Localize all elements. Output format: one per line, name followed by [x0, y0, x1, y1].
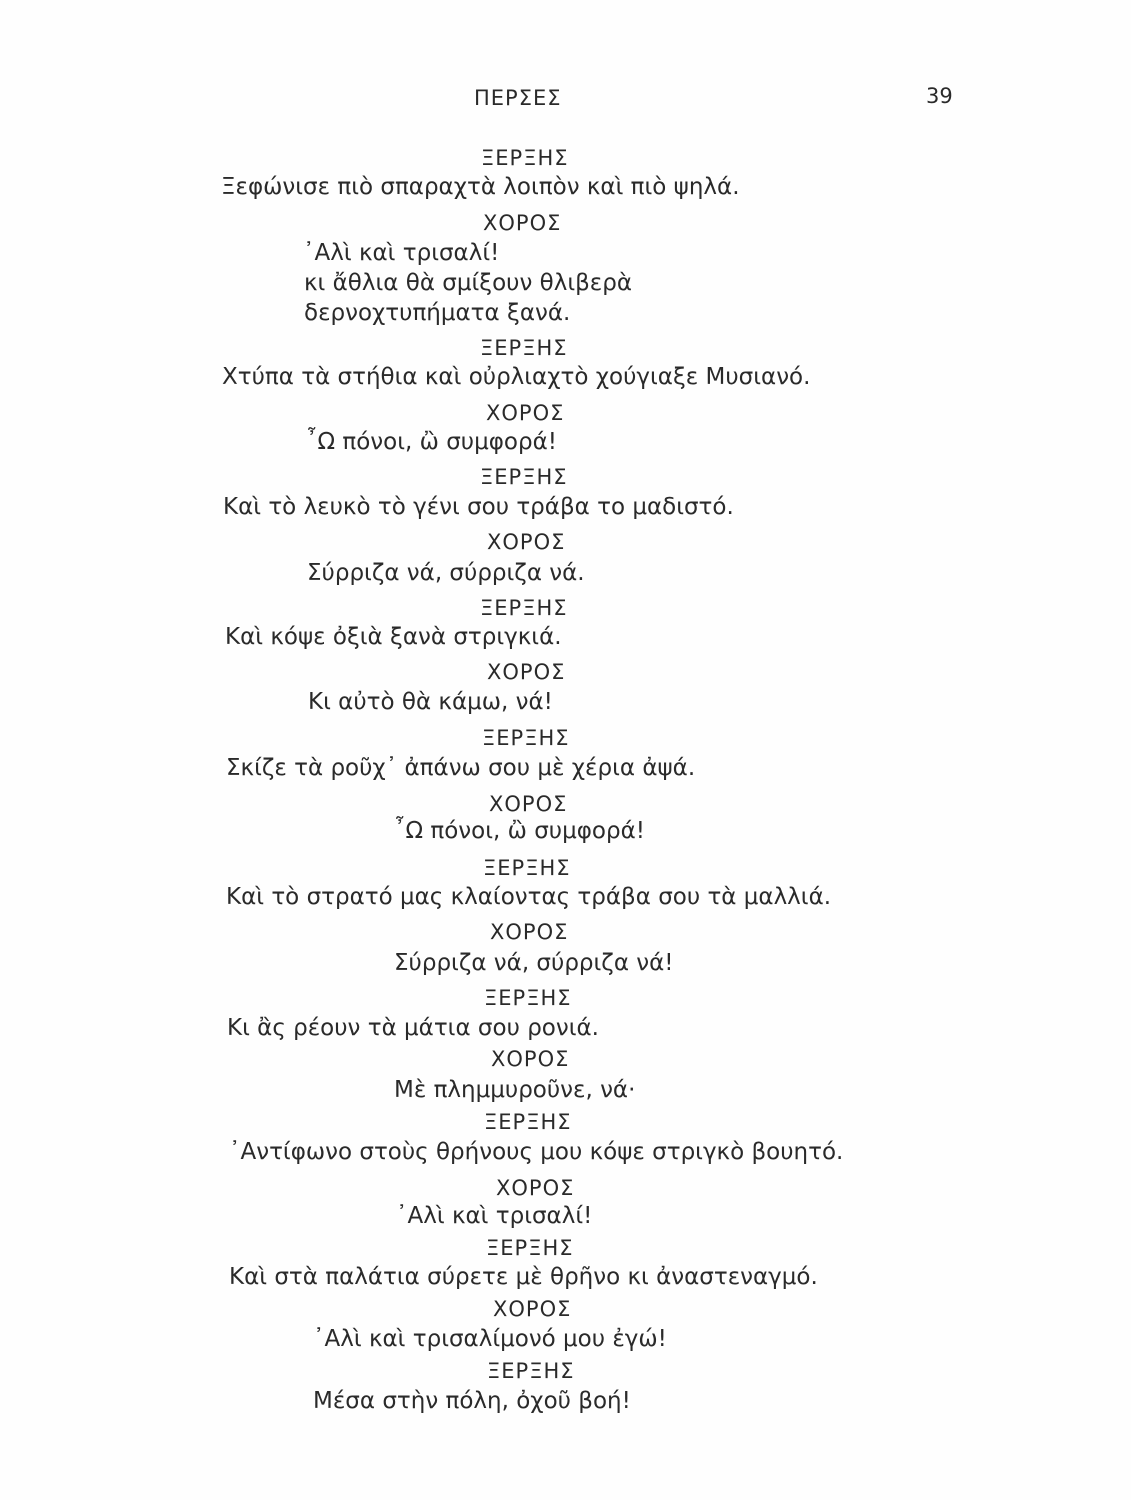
- speaker-label: ΧΟΡΟΣ: [483, 211, 562, 235]
- speaker-label: ΞΕΡΞΗΣ: [482, 726, 570, 750]
- verse-line: Σκίζε τὰ ροῦχ᾿ ἀπάνω σου μὲ χέρια ἀψά.: [226, 755, 696, 781]
- verse-line: Μὲ πλημμυροῦνε, νά·: [394, 1077, 636, 1103]
- verse-line: Καὶ στὰ παλάτια σύρετε μὲ θρῆνο κι ἀναστεναγμό.: [229, 1264, 818, 1290]
- speaker-label: ΧΟΡΟΣ: [493, 1297, 572, 1321]
- verse-line: κι ἄθλια θὰ σμίξουν θλιβερὰ: [304, 270, 632, 296]
- verse-line: Ξεφώνισε πιὸ σπαραχτὰ λοιπὸν καὶ πιὸ ψηλά.: [221, 174, 740, 200]
- speaker-label: ΞΕΡΞΗΣ: [484, 1110, 572, 1134]
- running-title: ΠΕΡΣΕΣ: [474, 86, 562, 110]
- verse-line: ῏Ω πόνοι, ὢ συμφορά!: [394, 818, 645, 844]
- page-number: 39: [926, 84, 953, 108]
- speaker-label: ΧΟΡΟΣ: [487, 660, 566, 684]
- verse-line: Μέσα στὴν πόλη, ὀχοῦ βοή!: [313, 1388, 631, 1414]
- speaker-label: ΞΕΡΞΗΣ: [483, 856, 571, 880]
- verse-line: Καὶ κόψε ὀξιὰ ξανὰ στριγκιά.: [225, 624, 562, 650]
- verse-line: δερνοχτυπήματα ξανά.: [304, 300, 571, 326]
- verse-line: Καὶ τὸ στρατό μας κλαίοντας τράβα σου τὰ μαλλιά.: [226, 884, 832, 910]
- verse-line: Σύρριζα νά, σύρριζα νά!: [394, 950, 674, 976]
- speaker-label: ΞΕΡΞΗΣ: [480, 465, 568, 489]
- speaker-label: ΞΕΡΞΗΣ: [481, 146, 569, 170]
- verse-line: ᾿Αλὶ καὶ τρισαλίμονό μου ἐγώ!: [313, 1326, 667, 1352]
- verse-line: ᾿Αντίφωνο στοὺς θρήνους μου κόψε στριγκὸ βουητό.: [229, 1139, 844, 1165]
- verse-line: Κι αὐτὸ θὰ κάμω, νά!: [308, 689, 553, 715]
- speaker-label: ΧΟΡΟΣ: [490, 920, 569, 944]
- speaker-label: ΧΟΡΟΣ: [487, 530, 566, 554]
- speaker-label: ΧΟΡΟΣ: [489, 792, 568, 816]
- speaker-label: ΧΟΡΟΣ: [491, 1047, 570, 1071]
- speaker-label: ΧΟΡΟΣ: [486, 401, 565, 425]
- verse-line: ᾿Αλὶ καὶ τρισαλί!: [303, 240, 500, 266]
- verse-line: Κι ἂς ρέουν τὰ μάτια σου ρονιά.: [227, 1015, 599, 1041]
- speaker-label: ΧΟΡΟΣ: [496, 1176, 575, 1200]
- verse-line: ῏Ω πόνοι, ὢ συμφορά!: [306, 429, 557, 455]
- verse-line: Καὶ τὸ λευκὸ τὸ γένι σου τράβα το μαδιστό.: [223, 494, 734, 520]
- verse-line: Σύρριζα νά, σύρριζα νά.: [307, 560, 585, 586]
- verse-line: Χτύπα τὰ στήθια καὶ οὐρλιαχτὸ χούγιαξε Μυσιανό.: [222, 364, 811, 390]
- verse-line: ᾿Αλὶ καὶ τρισαλί!: [396, 1203, 593, 1229]
- speaker-label: ΞΕΡΞΗΣ: [484, 986, 572, 1010]
- speaker-label: ΞΕΡΞΗΣ: [487, 1359, 575, 1383]
- speaker-label: ΞΕΡΞΗΣ: [480, 336, 568, 360]
- speaker-label: ΞΕΡΞΗΣ: [480, 596, 568, 620]
- speaker-label: ΞΕΡΞΗΣ: [486, 1236, 574, 1260]
